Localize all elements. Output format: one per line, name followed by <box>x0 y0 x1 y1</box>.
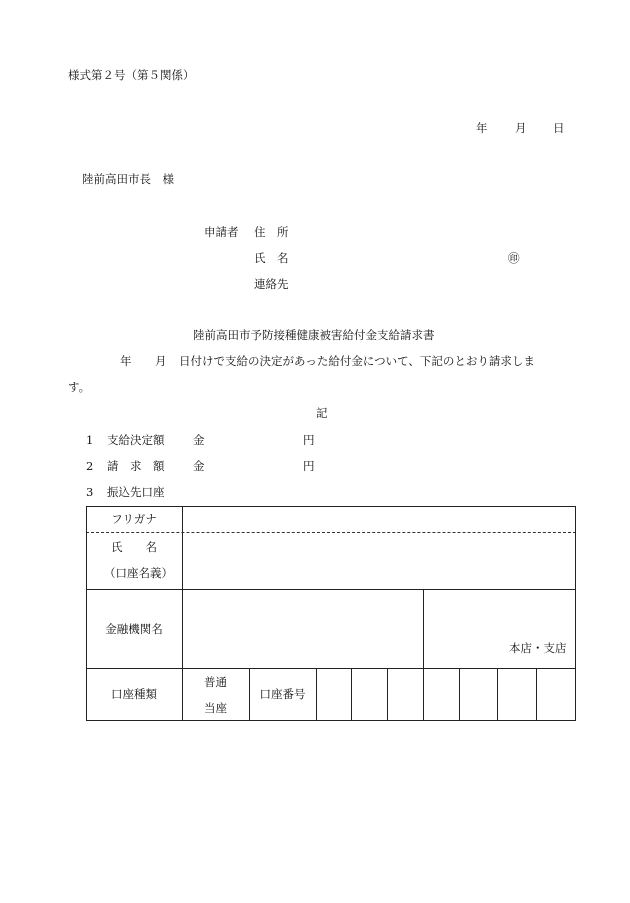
item-label: 振込先口座 <box>107 485 165 499</box>
table-border <box>86 720 576 721</box>
account-holder-sub-label: （口座名義） <box>104 566 173 580</box>
form-label: 様式第２号（第５関係） <box>68 68 195 82</box>
digit-box-divider <box>387 668 388 720</box>
table-divider <box>423 589 424 668</box>
digit-box-divider <box>351 668 352 720</box>
document-title: 陸前高田市予防接種健康被害給付金支給請求書 <box>193 328 435 342</box>
item-number: 3 <box>86 485 94 499</box>
item-label: 支給決定額 <box>107 433 165 447</box>
date-month-label: 月 <box>515 121 527 135</box>
item-label: 請 求 額 <box>107 459 165 473</box>
contact-label: 連絡先 <box>254 277 289 291</box>
name-label: 氏 名 <box>254 251 289 265</box>
table-divider <box>86 532 576 533</box>
item-number: 1 <box>86 433 94 447</box>
item-unit: 円 <box>303 433 315 447</box>
body-year-label: 年 <box>120 354 132 368</box>
item-prefix: 金 <box>193 433 205 447</box>
digit-box-divider <box>423 668 424 720</box>
digit-box-divider <box>497 668 498 720</box>
branch-label: 本店・支店 <box>509 641 567 655</box>
table-divider <box>316 668 317 720</box>
table-divider <box>182 506 183 720</box>
date-year-label: 年 <box>476 121 488 135</box>
addressee: 陸前高田市長 様 <box>82 172 174 186</box>
date-day-label: 日 <box>553 121 565 135</box>
account-type-toza: 当座 <box>204 701 227 715</box>
bank-name-label: 金融機関名 <box>105 621 163 636</box>
table-border <box>575 506 576 720</box>
account-name-label: 氏 名 <box>111 540 157 554</box>
item-prefix: 金 <box>193 459 205 473</box>
furigana-label: フリガナ <box>111 512 157 526</box>
address-label: 住 所 <box>254 225 289 239</box>
applicant-label: 申請者 <box>204 225 239 239</box>
account-type-label: 口座種類 <box>111 687 157 701</box>
item-number: 2 <box>86 459 94 473</box>
seal-mark: ㊞ <box>508 251 520 265</box>
body-text-line1: 日付けで支給の決定があった給付金について、下記のとおり請求しま <box>179 354 535 368</box>
account-number-label: 口座番号 <box>259 687 306 701</box>
ki-heading: 記 <box>316 406 328 420</box>
item-unit: 円 <box>303 459 315 473</box>
account-type-futsu: 普通 <box>204 675 227 689</box>
body-month-label: 月 <box>155 354 167 368</box>
digit-box-divider <box>536 668 537 720</box>
digit-box-divider <box>459 668 460 720</box>
body-text-line2: す。 <box>68 380 91 394</box>
